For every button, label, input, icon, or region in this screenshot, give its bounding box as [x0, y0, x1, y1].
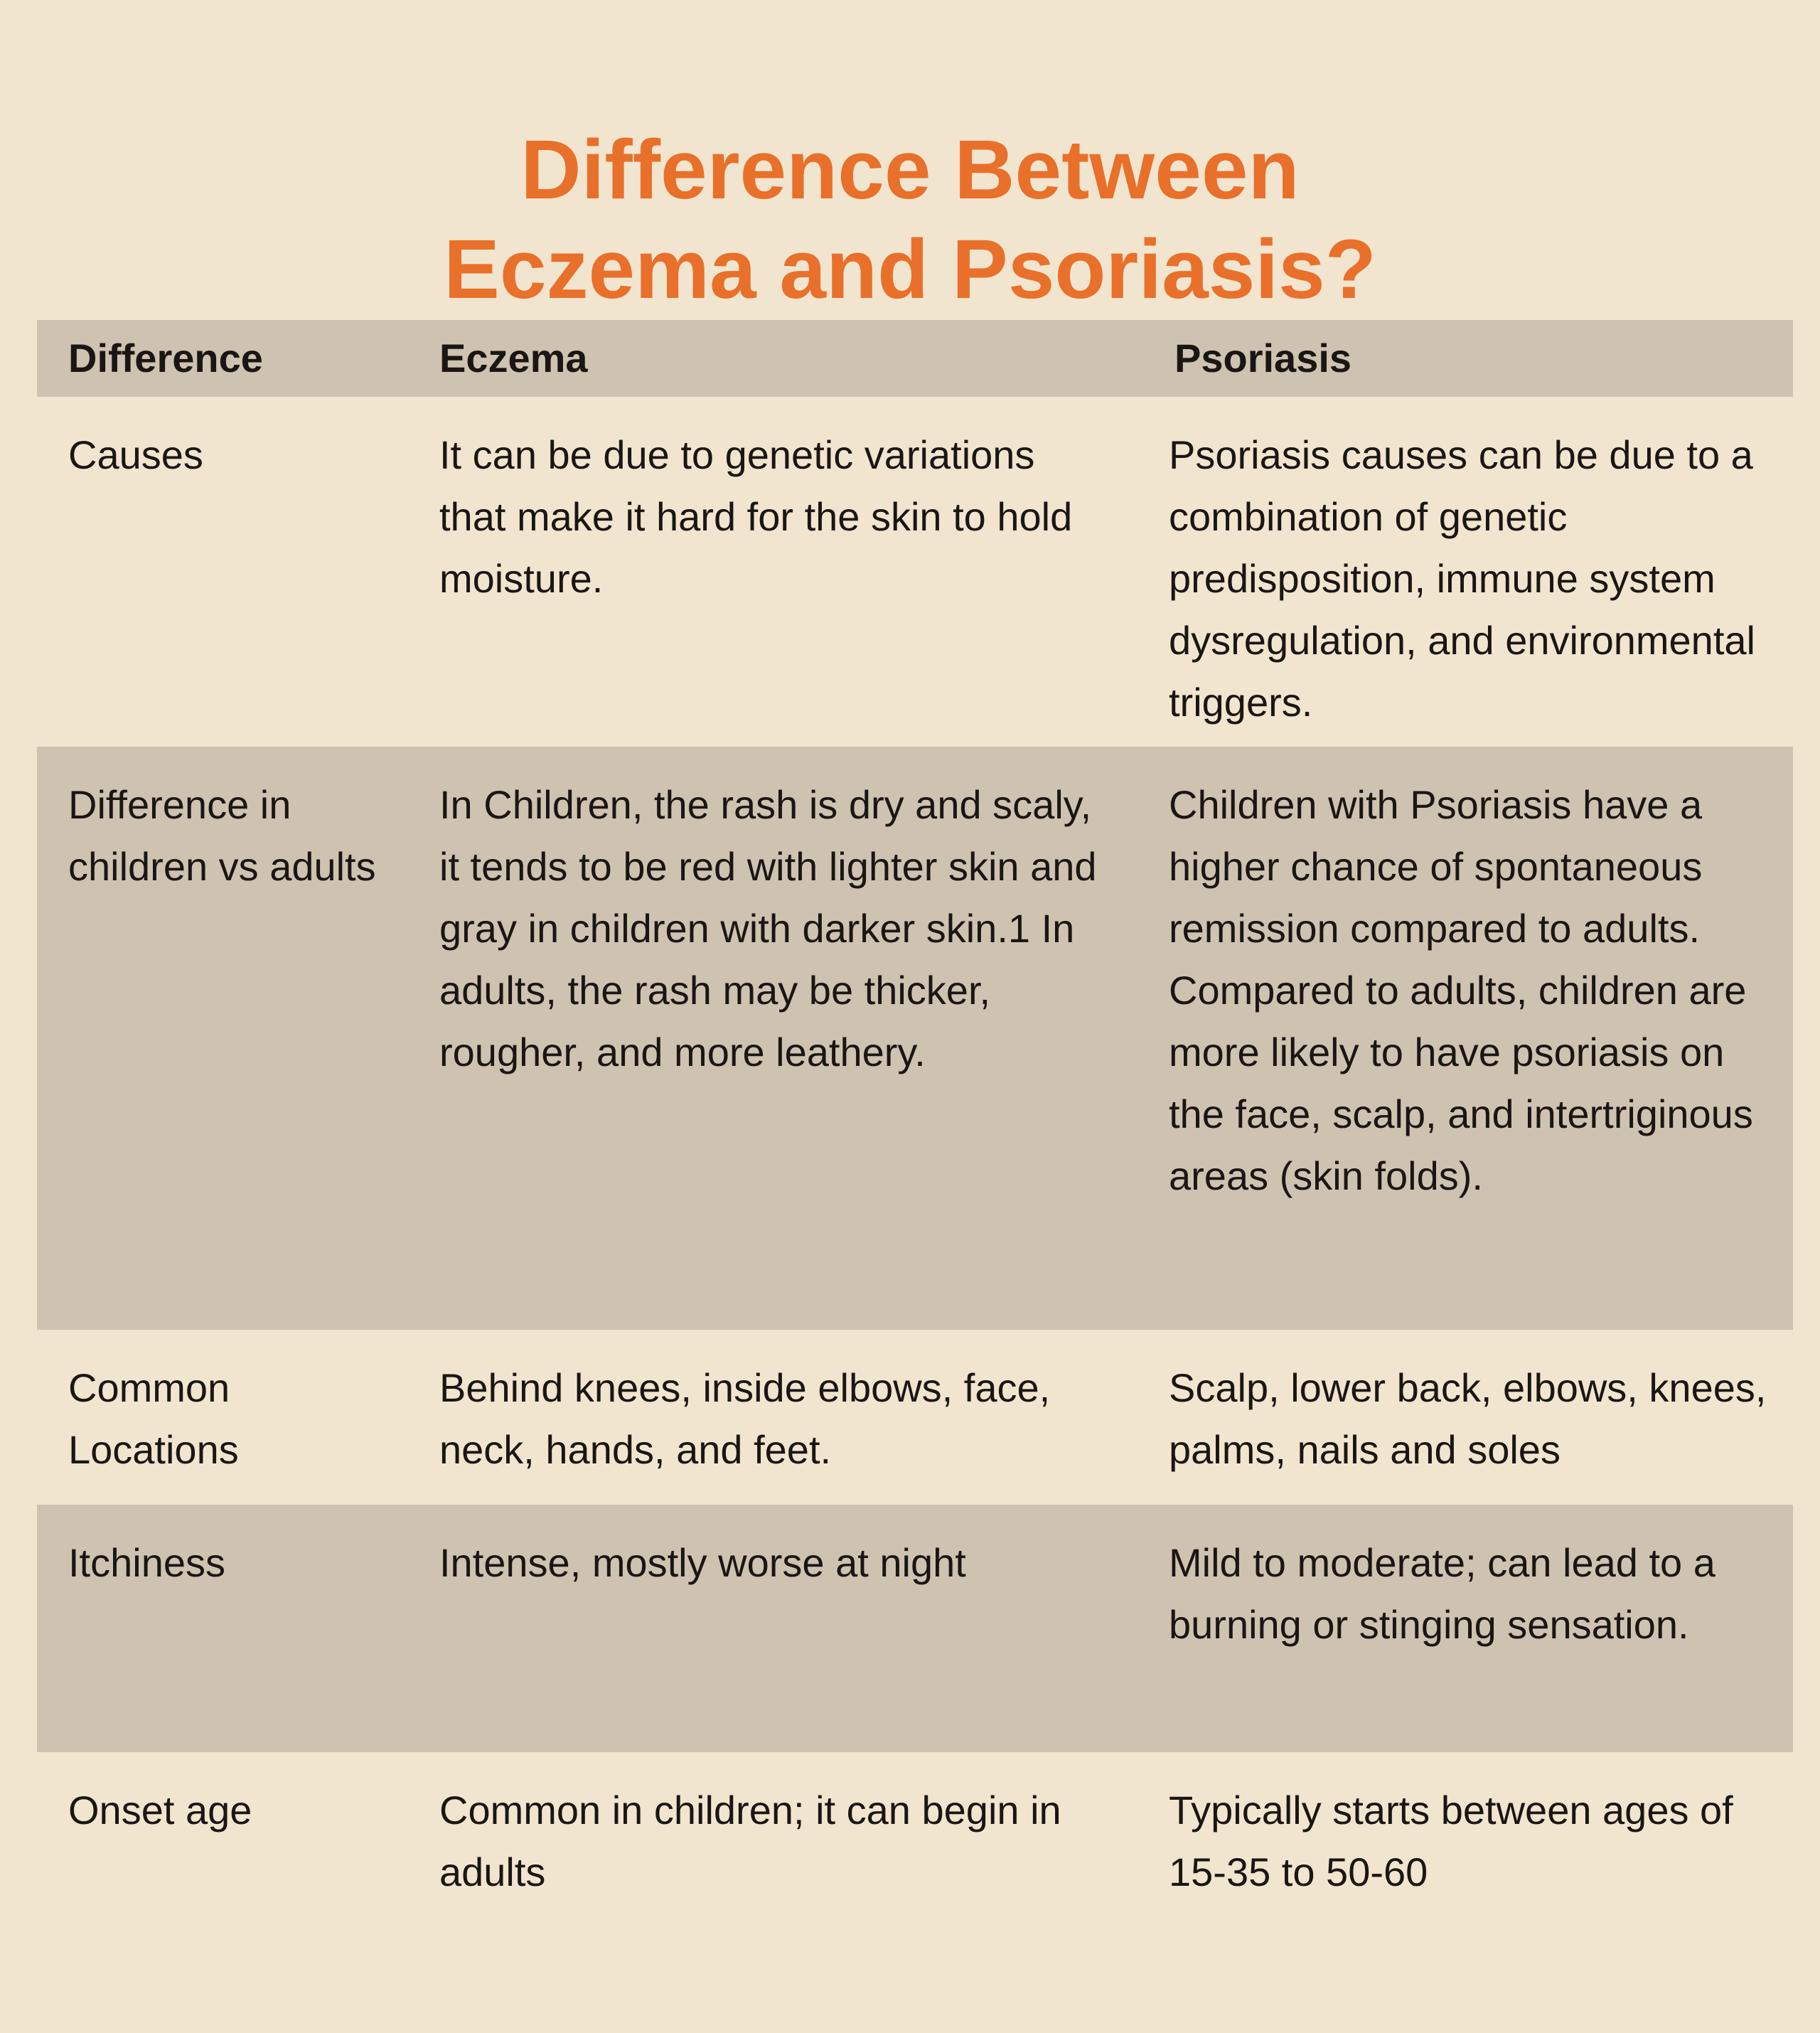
table-row-common-locations: [37, 1330, 1793, 1505]
row-label: Itchiness: [68, 1540, 225, 1585]
row-label: Common Locations: [68, 1365, 239, 1472]
table-row-onset-age: [37, 1752, 1793, 1965]
table-row-children-vs-adults: [37, 747, 1793, 1330]
title-line-2: Eczema and Psoriasis?: [444, 223, 1376, 317]
page-title: [0, 120, 1820, 319]
header-psoriasis: Psoriasis: [1174, 336, 1352, 380]
row-label: Causes: [68, 432, 203, 477]
header-difference: Difference: [68, 336, 263, 380]
table-row-causes: [37, 397, 1793, 747]
comparison-table: [37, 320, 1793, 1965]
psoriasis-cell: Psoriasis causes can be due to a combination of genetic predisposition, immune system dysregulation, and environmental triggers.: [1169, 432, 1755, 725]
title-line-1: Difference Between: [520, 123, 1300, 218]
psoriasis-cell: Scalp, lower back, elbows, knees, palms, nails and soles: [1169, 1365, 1767, 1472]
psoriasis-cell: Mild to moderate; can lead to a burning or stinging sensation.: [1169, 1540, 1715, 1647]
eczema-cell: It can be due to genetic variations that make it hard for the skin to hold moisture.: [439, 432, 1073, 601]
header-eczema: Eczema: [439, 336, 588, 380]
eczema-cell: Behind knees, inside elbows, face, neck, hands, and feet.: [439, 1365, 1051, 1472]
table-header-row: [37, 320, 1793, 397]
eczema-cell: In Children, the rash is dry and scaly, it tends to be red with lighter skin and gray in children with darker skin.1 In adults, the rash may be thicker, rougher, and more leathery.: [439, 782, 1097, 1074]
psoriasis-cell: Typically starts between ages of 15-35 to 50-60: [1169, 1788, 1733, 1894]
row-label: Difference in children vs adults: [68, 782, 376, 889]
eczema-cell: Common in children; it can begin in adults: [439, 1788, 1061, 1894]
psoriasis-cell: Children with Psoriasis have a higher chance of spontaneous remission compared to adults. Compared to adults, children are more likely to have psoriasis on the face, scalp, and intertriginous areas (skin folds).: [1169, 782, 1753, 1198]
eczema-cell: Intense, mostly worse at night: [439, 1540, 966, 1585]
row-label: Onset age: [68, 1788, 252, 1832]
table-row-itchiness: [37, 1505, 1793, 1752]
